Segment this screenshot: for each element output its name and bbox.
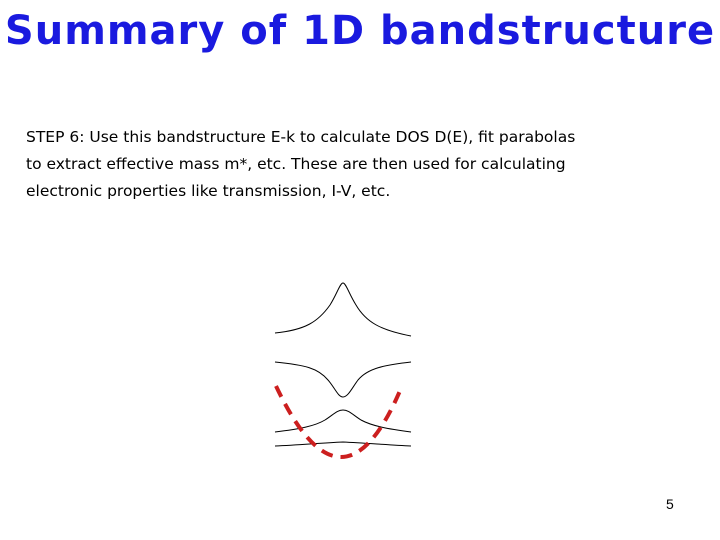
band-curve-middle-dip [275,362,411,397]
step-description-line-2: to extract effective mass m*, etc. These are then used for calculating [26,155,566,173]
band-curve-bottom-flat [275,442,411,446]
page-number: 5 [666,496,674,512]
band-curve-top-peak [275,283,411,336]
step-description-line-1: STEP 6: Use this bandstructure E-k to calculate DOS D(E), fit parabolas [26,128,576,146]
step-description-line-3: electronic properties like transmission, I-V, etc. [26,182,391,200]
slide-title: Summary of 1D bandstructure [4,8,716,54]
parabola-fit-dashed [276,386,402,457]
